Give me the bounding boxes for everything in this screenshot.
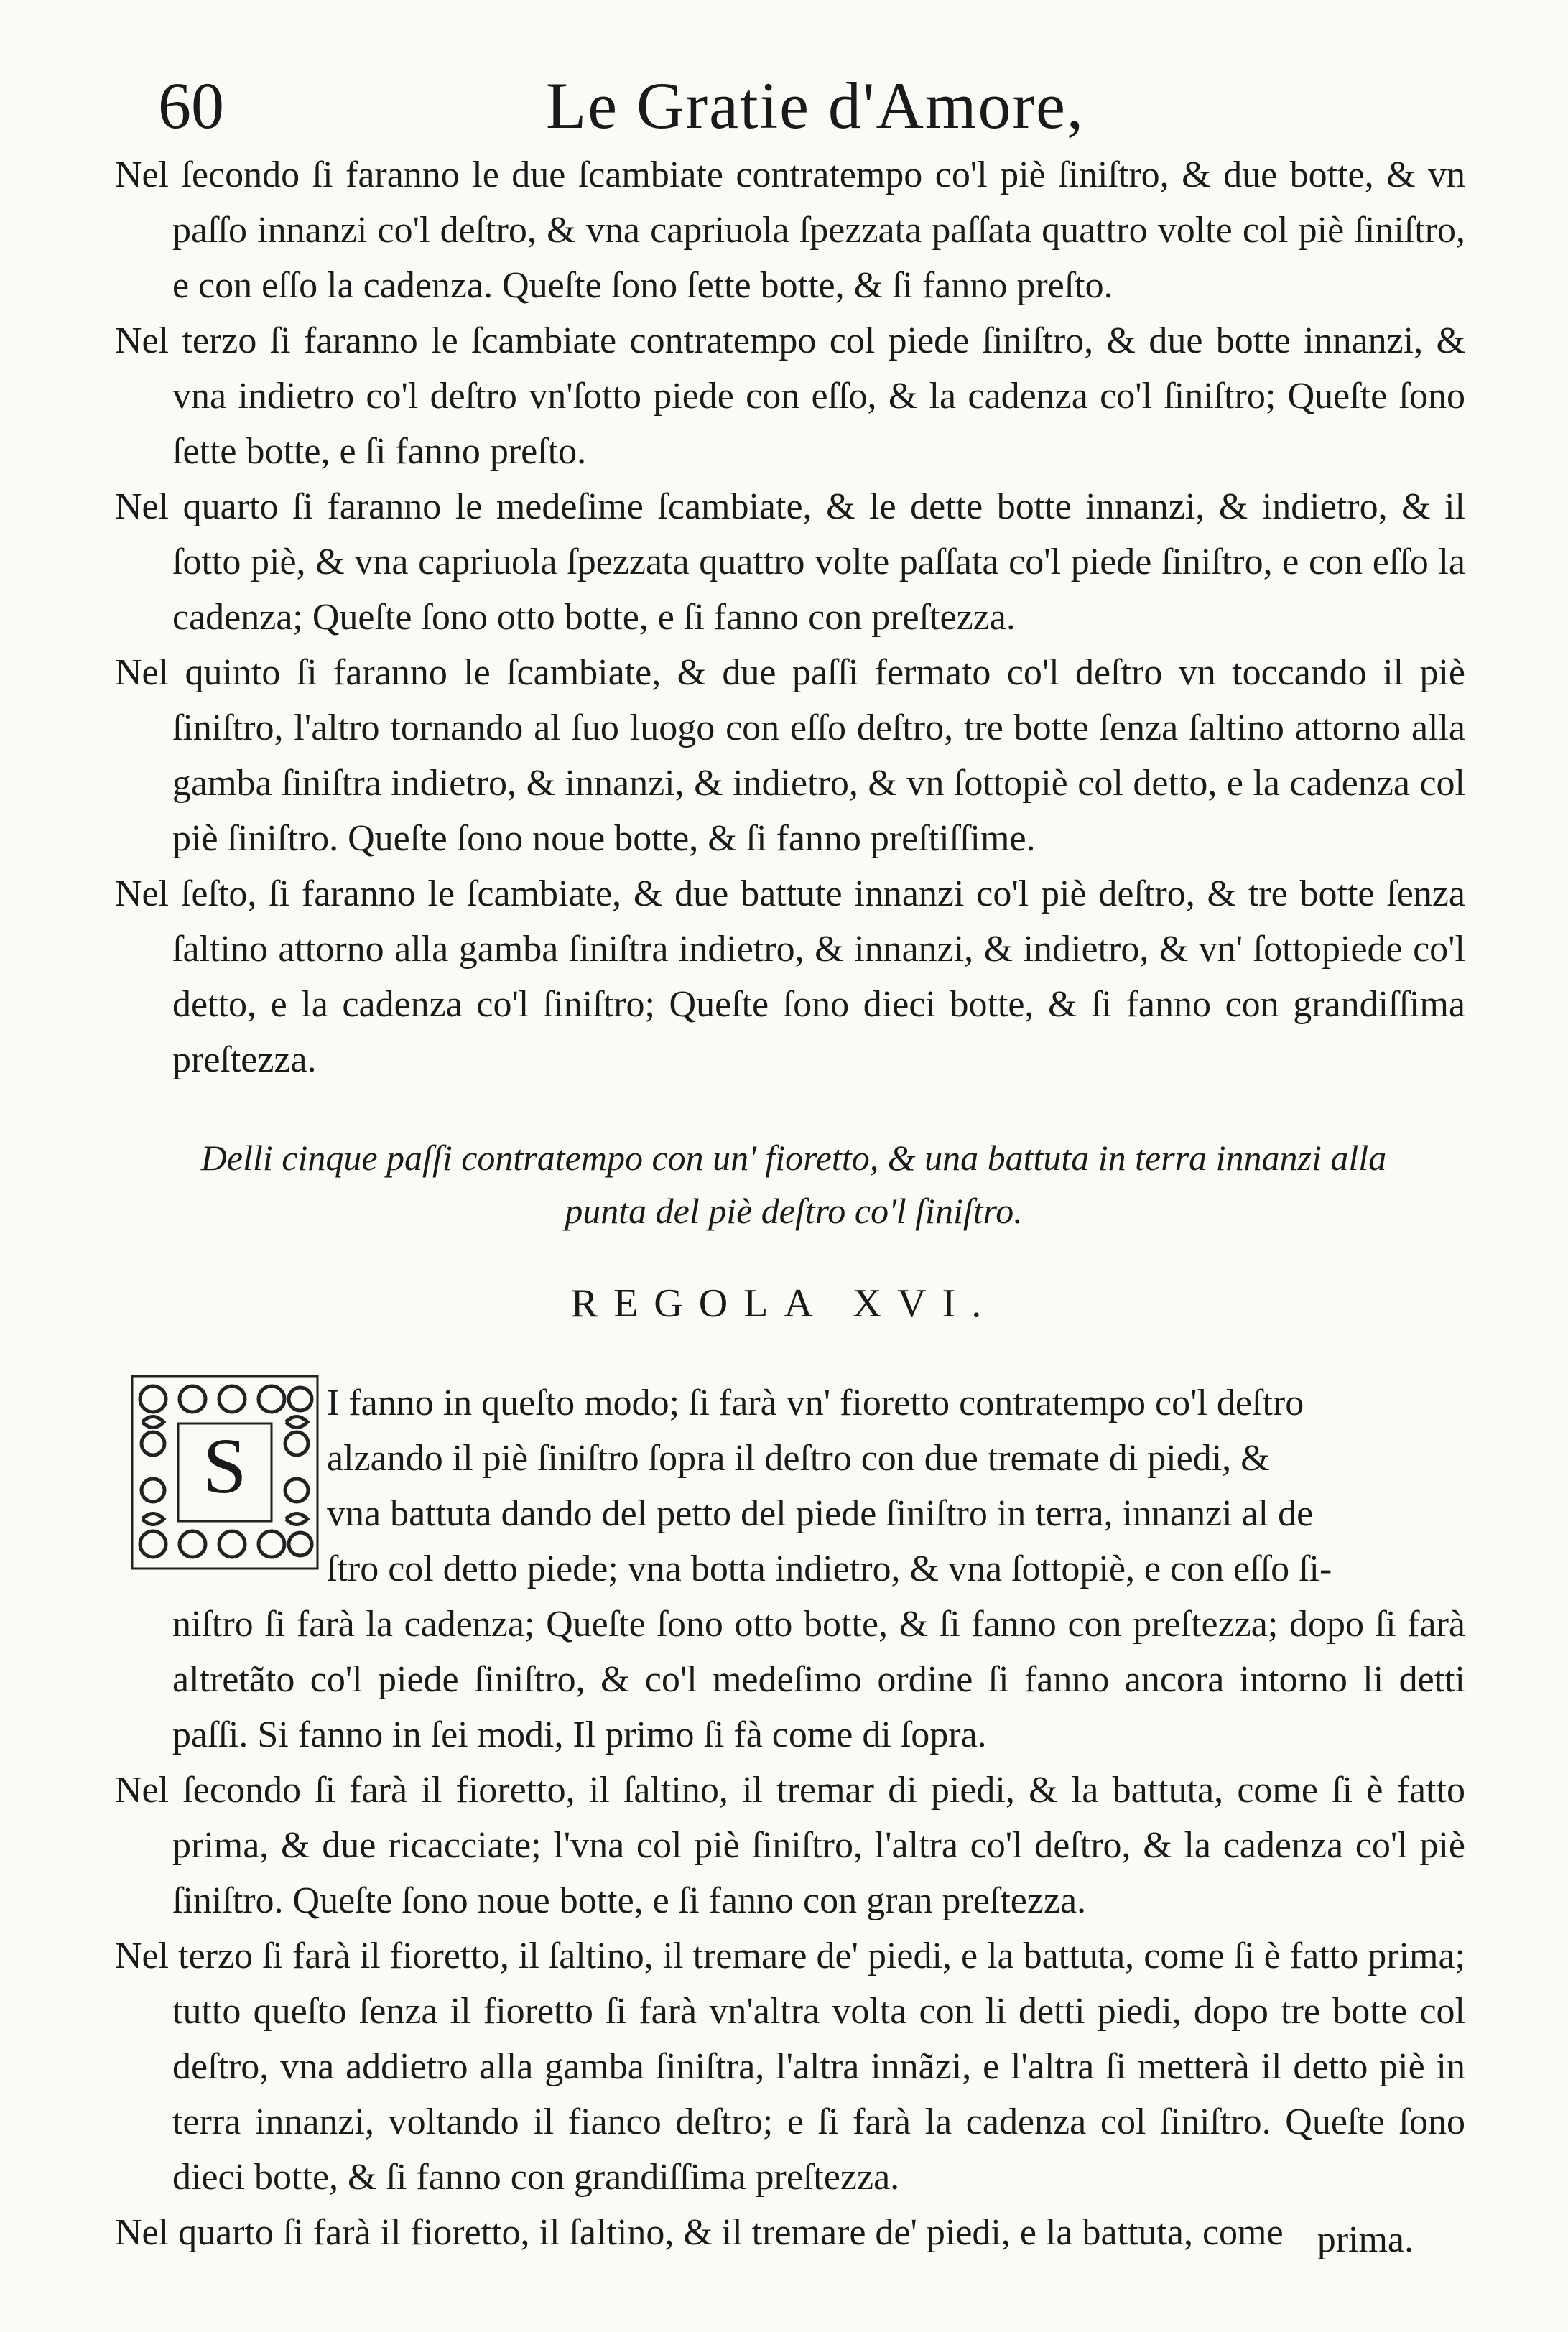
- paragraph: Nel terzo ſi farà il fioretto, il ſaltino, il tremare de' piedi, e la battuta, come ſi è fatto prima; tutto queſto ſenza il fioretto ſi farà vn'altra volta con li detti piedi, dopo tre botte col deſtro, vna addietro alla gamba ſiniſtra, l'altra innãzi, e l'altra ſi metterà il detto piè in terra innanzi, voltando il fianco deſtro; e ſi farà la cadenza col ſiniſtro. Queſte ſono dieci botte, & ſi fanno con grandiſſima preſtezza.: [115, 1936, 1465, 2198]
- paragraph: Nel terzo ſi faranno le ſcambiate contratempo col piede ſiniſtro, & due botte innanzi, & vna indietro co'l deſtro vn'ſotto piede con eſſo, & la cadenza co'l ſiniſtro; Queſte ſono ſette botte, e ſi fanno preſto.: [115, 320, 1465, 472]
- rule-title: REGOLA XVI.: [570, 1281, 998, 1326]
- paragraph: Nel ſecondo ſi faranno le due ſcambiate contratempo co'l piè ſiniſtro, & due botte, & vn paſſo innanzi co'l deſtro, & vna capriuola ſpezzata paſſata quattro volte col piè ſiniſtro, e con eſſo la cadenza. Queſte ſono ſette botte, & ſi fanno preſto.: [115, 154, 1465, 306]
- text-block-top: [115, 147, 1465, 1087]
- paragraph: Nel ſeſto, ſi faranno le ſcambiate, & due battute innanzi co'l piè deſtro, & tre botte ſenza ſaltino attorno alla gamba ſiniſtra indietro, & innanzi, & indietro, & vn' ſottopiede co'l detto, e la cadenza co'l ſiniſtro; Queſte ſono dieci botte, & ſi fanno con grandiſſima preſtezza.: [115, 873, 1465, 1080]
- paragraph: Nel quinto ſi faranno le ſcambiate, & due paſſi fermato co'l deſtro vn toccando il piè ſiniſtro, l'altro tornando al ſuo luogo con eſſo deſtro, tre botte ſenza ſaltino attorno alla gamba ſiniſtra indietro, & innanzi, & indietro, & vn ſottopiè col detto, e la cadenza col piè ſiniſtro. Queſte ſono noue botte, & ſi fanno preſtiſſime.: [115, 652, 1465, 859]
- paragraph-line: alzando il piè ſiniſtro ſopra il deſtro con due tremate di piedi, &: [327, 1438, 1270, 1479]
- paragraph-continuation: niſtro ſi farà la cadenza; Queſte ſono otto botte, & ſi fanno con preſtezza; dopo ſi farà altretãto co'l piede ſiniſtro, & co'l medeſimo ordine ſi fanno ancora intorno li detti paſſi. Si fanno in ſei modi, Il primo ſi fà come di ſopra.: [172, 1604, 1465, 1755]
- paragraph-line: ſtro col detto piede; vna botta indietro, & vna ſottopiè, e con eſſo ſi-: [327, 1548, 1332, 1589]
- paragraph: Nel ſecondo ſi farà il fioretto, il ſaltino, il tremar di piedi, & la battuta, come ſi è fatto prima, & due ricacciate; l'vna col piè ſiniſtro, l'altra co'l deſtro, & la cadenza co'l piè ſiniſtro. Queſte ſono noue botte, e ſi fanno con gran preſtezza.: [115, 1770, 1465, 1921]
- first-paragraph-lines: [327, 1375, 1465, 1597]
- paragraph-line: I fanno in queſto modo; ſi farà vn' fioretto contratempo co'l deſtro: [327, 1383, 1304, 1423]
- section-heading-line: punta del piè deſtro co'l ſiniſtro.: [565, 1191, 1023, 1231]
- page-number: 60: [158, 69, 224, 142]
- ornamental-initial-icon: [128, 1372, 322, 1573]
- section-heading: [151, 1131, 1437, 1237]
- paragraph: Nel quarto ſi faranno le medeſime ſcambiate, & le dette botte innanzi, & indietro, & il ſotto piè, & vna capriuola ſpezzata quattro volte paſſata co'l piede ſiniſtro, e con eſſo la cadenza; Queſte ſono otto botte, e ſi fanno con preſtezza.: [115, 486, 1465, 638]
- page-header: [129, 66, 1494, 145]
- initial-letter: S: [203, 1422, 247, 1510]
- text-block-bottom: [115, 1597, 1465, 2260]
- catchword: prima.: [1317, 2219, 1414, 2260]
- running-title: Le Gratie d'Amore,: [546, 69, 1085, 142]
- section-heading-line: Delli cinque paſſi contratempo con un' fioretto, & una battuta in terra innanzi alla: [200, 1138, 1387, 1178]
- paragraph: Nel quarto ſi farà il fioretto, il ſaltino, & il tremare de' piedi, e la battuta, come: [115, 2212, 1284, 2253]
- paragraph-line: vna battuta dando del petto del piede ſiniſtro in terra, innanzi al de: [327, 1493, 1314, 1534]
